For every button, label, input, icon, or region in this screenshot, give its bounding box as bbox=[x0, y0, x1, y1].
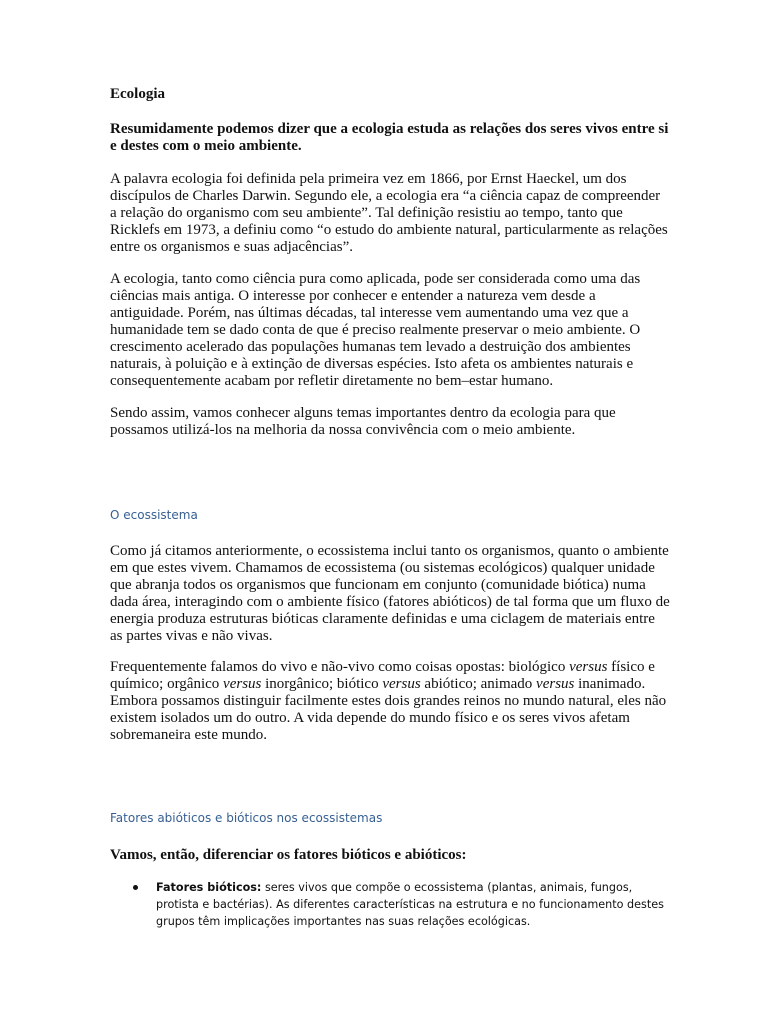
text-run: Frequentemente falamos do vivo e não-vivo como coisas opostas: biológico bbox=[110, 659, 570, 675]
versus-italic: versus bbox=[536, 676, 575, 692]
ecossistema-paragraph-1: Como já citamos anteriormente, o ecossistema inclui tanto os organismos, quanto o ambiente em que estes vivem. Chamamos de ecossistema (ou sistemas ecológicos) qualquer unidade que abranja todos os organismos que funcionam em conjunto (comunidade biótica) numa dada área, interagindo com o ambiente físico (fatores abióticos) de tal forma que um fluxo de energia produza estruturas bióticas claramente definidas e uma ciclagem de materiais entre as partes vivas e não vivas. bbox=[110, 543, 670, 644]
section-heading-ecossistema: O ecossistema bbox=[110, 508, 198, 522]
intro-paragraph-2: A ecologia, tanto como ciência pura como aplicada, pode ser considerada como uma das ciências mais antiga. O interesse por conhecer e entender a natureza vem desde a antiguidade. Porém, nas últimas décadas, tal interesse vem aumentando uma vez que a humanidade tem se dado conta de que é preciso realmente preservar o meio ambiente. O crescimento acelerado das populações humanas tem levado a destruição dos ambientes naturais, à poluição e à extinção de diversas espécies. Isto afeta os ambientes naturais e consequentemente acabam por refletir diretamente no bem–estar humano. bbox=[110, 271, 641, 389]
versus-italic: versus bbox=[223, 676, 262, 692]
versus-italic: versus bbox=[569, 659, 608, 675]
ecossistema-paragraph-2 bbox=[110, 659, 670, 744]
intro-paragraph-1: A palavra ecologia foi definida pela primeira vez em 1866, por Ernst Haeckel, um dos discípulos de Charles Darwin. Segundo ele, a ecologia era “a ciência capaz de compreender a relação do organismo com seu ambiente”. Tal definição resistiu ao tempo, tanto que Ricklefs em 1973, a definiu como “o estudo do ambiente natural, particularmente as relações entre os organismos e suas adjacências”. bbox=[110, 171, 668, 255]
intro-paragraph-3: Sendo assim, vamos conhecer alguns temas importantes dentro da ecologia para que possamos utilizá-los na melhoria da nossa convivência com o meio ambiente. bbox=[110, 405, 616, 438]
fatores-list bbox=[110, 879, 670, 930]
list-item bbox=[110, 879, 670, 930]
text-run: inanimado. Embora possamos distinguir facilmente estes dois grandes reinos no mundo natural, eles não existem isolados um do outro. A vida depende do mundo físico e os seres vivos afetam sobremaneira este mundo. bbox=[110, 676, 667, 743]
list-item-term: Fatores bióticos: bbox=[156, 881, 262, 894]
section-heading-fatores: Fatores abióticos e bióticos nos ecossistemas bbox=[110, 811, 383, 825]
text-run: físico e químico; orgânico bbox=[110, 659, 655, 692]
list-item-text: seres vivos que compõe o ecossistema (plantas, animais, fungos, protista e bactérias). As diferentes características na estrutura e no funcionamento destes grupos têm implicações importantes nas suas relações ecológicas. bbox=[156, 881, 664, 928]
bullet-icon bbox=[133, 885, 138, 890]
versus-italic: versus bbox=[382, 676, 421, 692]
summary-paragraph: Resumidamente podemos dizer que a ecologia estuda as relações dos seres vivos entre si e destes com o meio ambiente. bbox=[110, 121, 669, 154]
text-run: abiótico; animado bbox=[420, 676, 537, 692]
text-run: inorgânico; biótico bbox=[261, 676, 383, 692]
document-title: Ecologia bbox=[110, 86, 165, 102]
fatores-intro: Vamos, então, diferenciar os fatores bióticos e abióticos: bbox=[110, 847, 467, 863]
